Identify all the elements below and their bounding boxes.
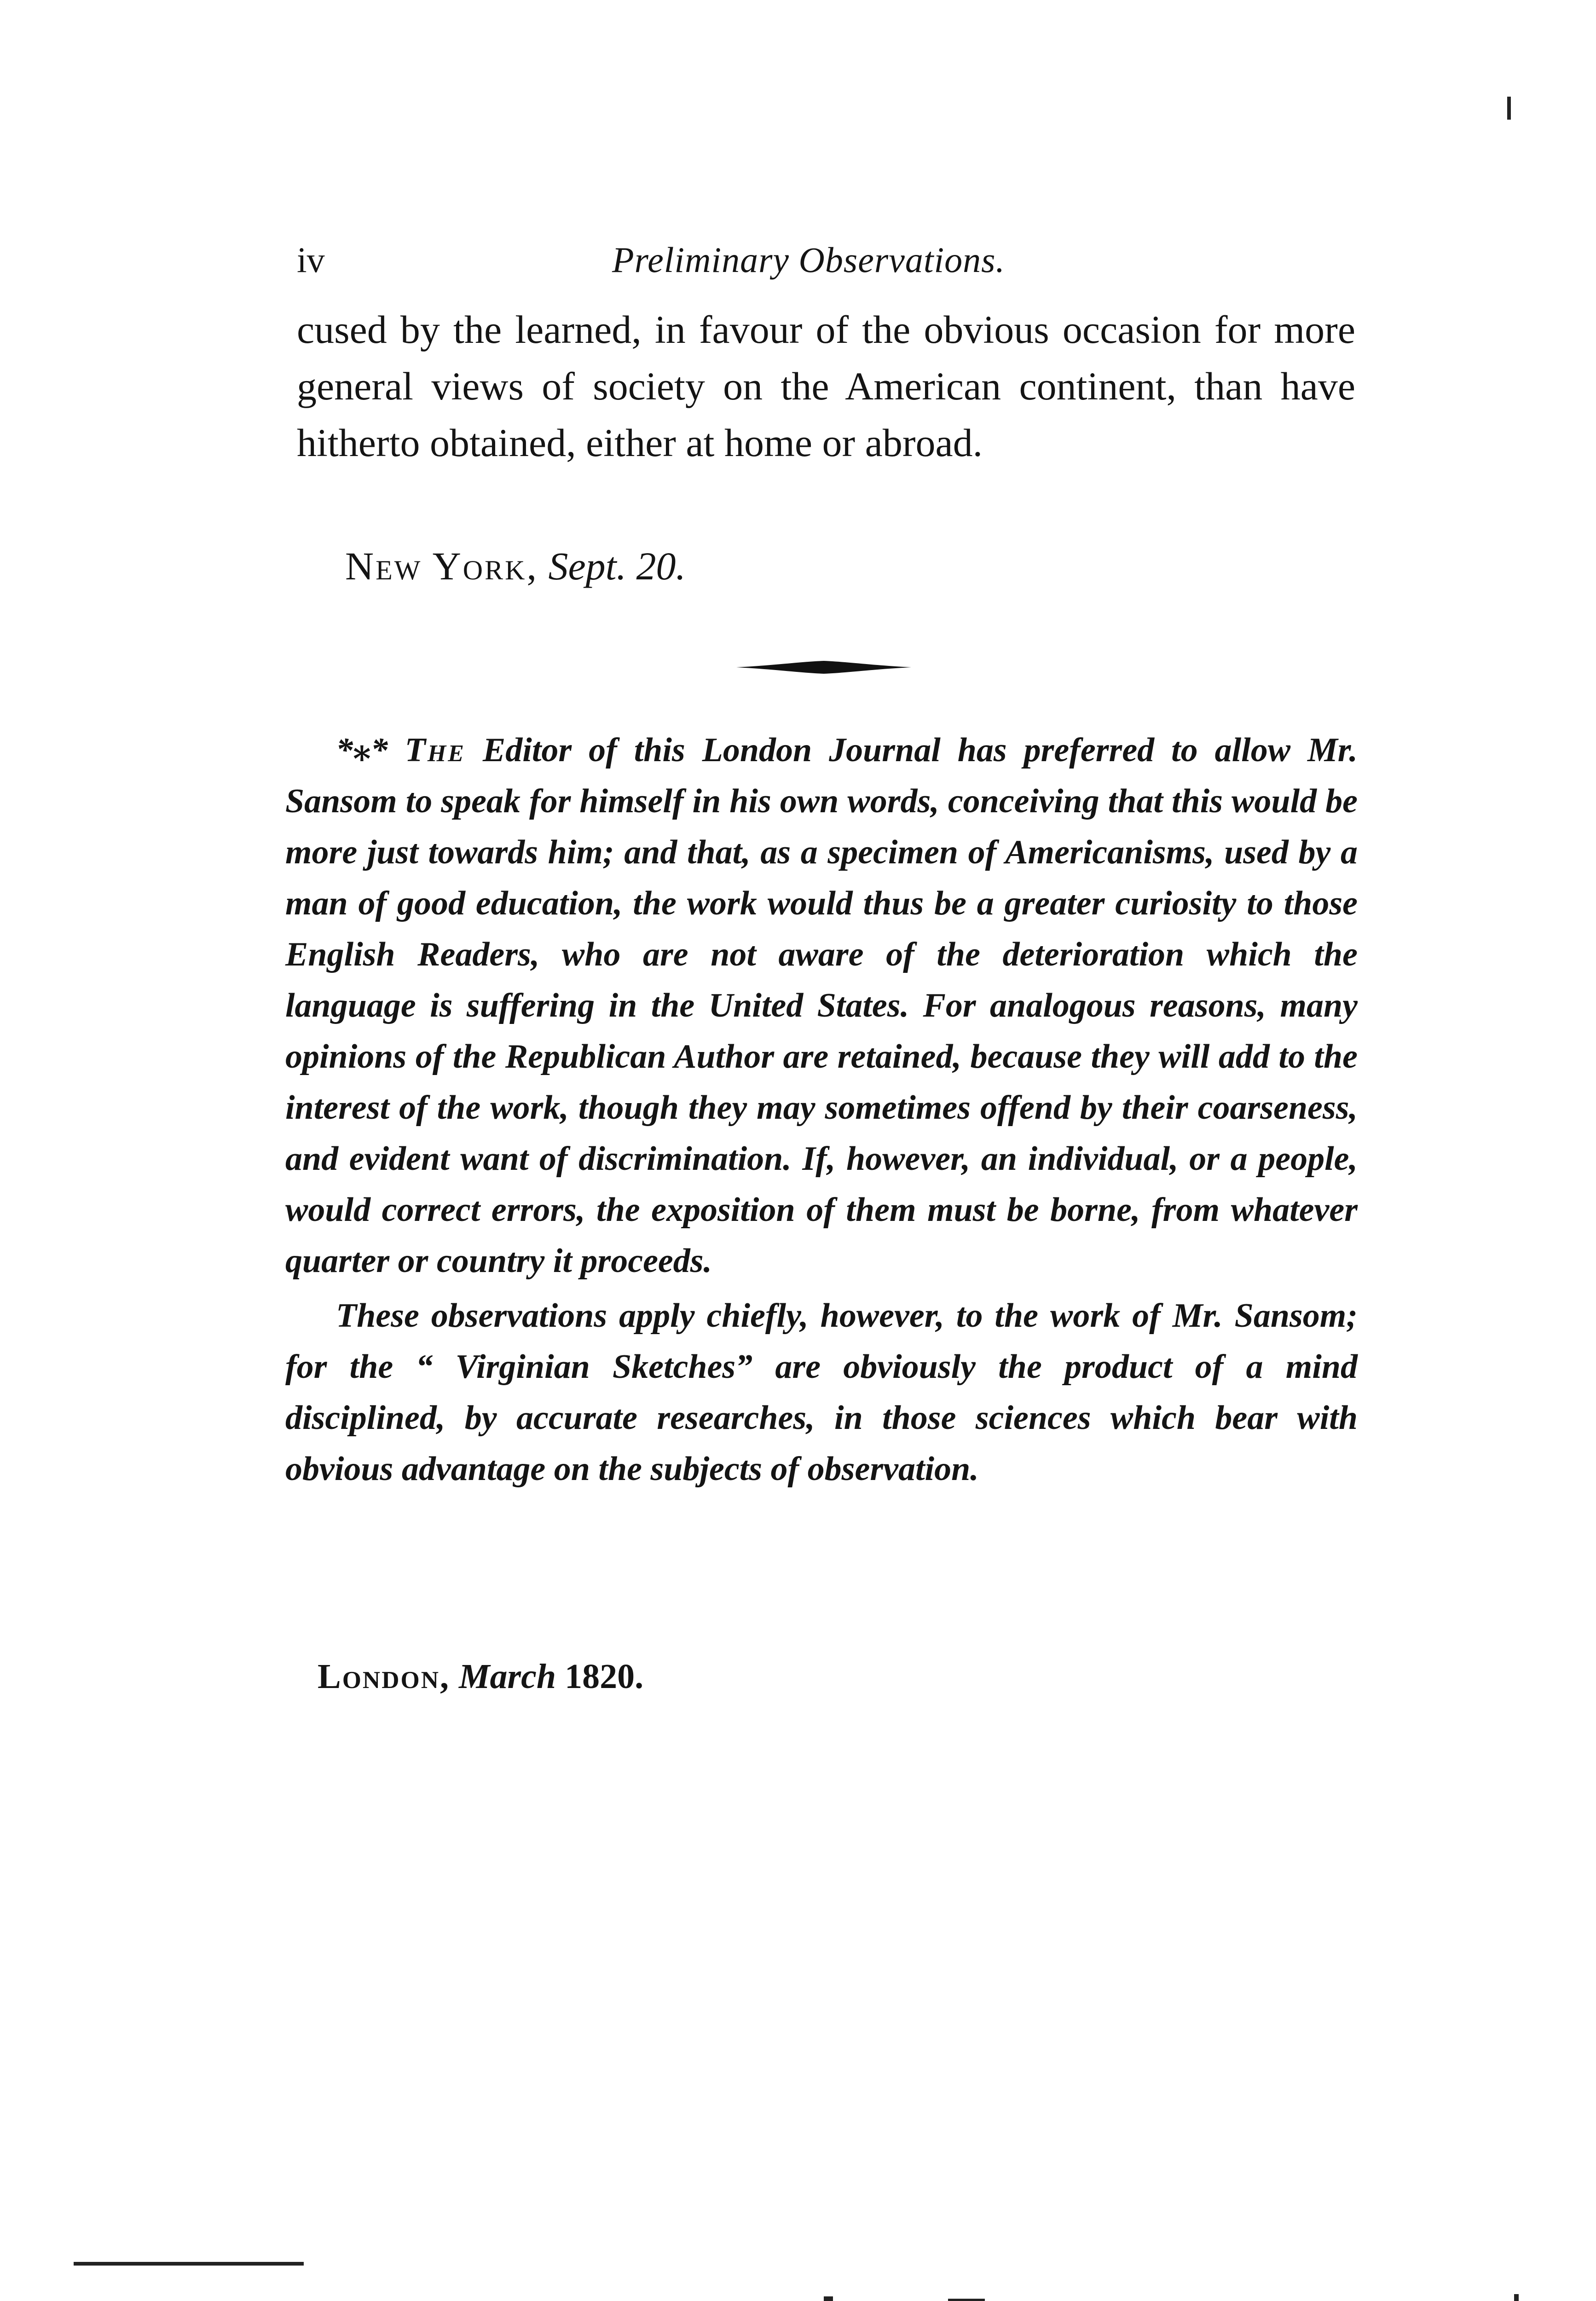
closing-date: March — [458, 1657, 556, 1696]
scan-mark — [1514, 2294, 1519, 2301]
closing-place: London, — [318, 1657, 450, 1696]
scan-mark — [948, 2299, 985, 2301]
note-asterism: *⁎* — [336, 731, 388, 769]
body-paragraph: cused by the learned, in favour of the obvious occasion for more general views of society on the American continent, than have hitherto obtained, either at home or abroad. — [297, 307, 1355, 465]
closing-dateline — [318, 1657, 643, 1697]
page-number: iv — [297, 240, 325, 280]
note-paragraph-2: These observations apply chiefly, however, to the work of Mr. Sansom; for the “ Virginian Sketches” are obviously the product of a mind disciplined, by accurate researches, in those sciences which bear with obvious advantage on the subjects of observation. — [285, 1297, 1358, 1488]
running-header — [297, 239, 1355, 290]
closing-year: 1820. — [565, 1657, 644, 1696]
note-lead-word: The — [405, 731, 466, 769]
dateline-date: Sept. 20. — [548, 544, 686, 588]
scan-mark — [1507, 97, 1511, 120]
note-paragraph-1 — [285, 725, 1358, 1287]
scan-mark — [824, 2296, 833, 2301]
running-title: Preliminary Observations. — [612, 240, 1006, 280]
dateline-place: New York, — [345, 544, 538, 588]
dateline — [345, 543, 686, 589]
editor-note — [285, 725, 1358, 1495]
ornament-divider — [736, 653, 911, 681]
note-paragraph-1-text: Editor of this London Journal has preferred to allow Mr. Sansom to speak for himself in his own words, conceiving that this would be more just towards him; and that, as a specimen of Americanisms, used by a man of good education, the work would thus be a greater curiosity to those English Readers, who are not aware of the deterioration which the language is suffering in the United States. For analogous reasons, many opinions of the Republican Author are retained, because they will add to the interest of the work, though they may sometimes offend by their coarseness, and evident want of discrimination. If, however, an individual, or a people, would correct errors, the exposition of them must be borne, from whatever quarter or country it proceeds. — [285, 731, 1358, 1280]
scan-mark — [74, 2262, 304, 2266]
